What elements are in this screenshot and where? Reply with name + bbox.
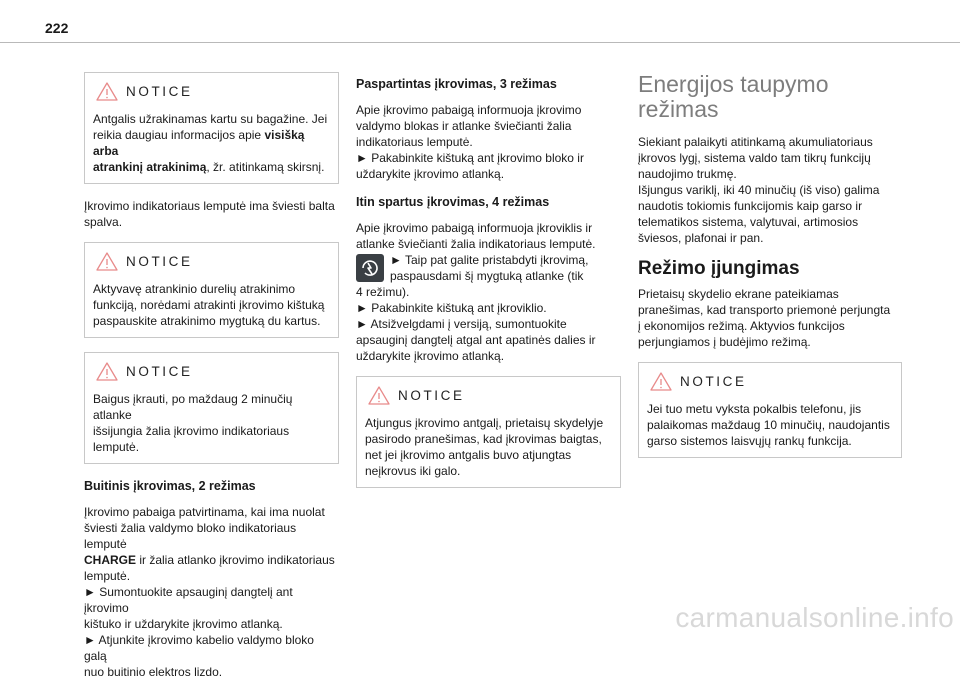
paragraph [638, 134, 902, 246]
notice-title: NOTICE [126, 254, 193, 269]
text-line: 4 režimu). [356, 285, 410, 299]
warning-icon [96, 82, 118, 101]
notice-text [93, 111, 330, 175]
text-line: Prietaisų skydelio ekrane pateikiamas [638, 287, 839, 301]
notice-box [638, 362, 902, 458]
text-line: Išjungus variklį, iki 40 minučių (iš viso) galima [638, 183, 880, 197]
text-line: ► Sumontuokite apsauginį dangtelį ant įkrovimo [84, 585, 293, 615]
text-line: įkrovos lygį, sistema valdo tam tikrų funkcijų [638, 151, 871, 165]
subheading: Buitinis įkrovimas, 2 režimas [84, 479, 256, 493]
text-line: ► Atsižvelgdami į versiją, sumontuokite [356, 317, 567, 331]
paragraph [84, 504, 339, 680]
text-line: pranešimas, kad transporto priemonė perjungta [638, 303, 891, 317]
text-line: paspauskite atrakinimo mygtuką du kartus. [93, 314, 321, 328]
text-line: telematikos sistema, valytuvai, artimosios [638, 215, 859, 229]
text-line: indikatoriaus lemputė. [356, 135, 473, 149]
warning-icon [96, 252, 118, 271]
header-rule [0, 42, 960, 43]
column-right [638, 72, 902, 472]
subheading: Itin spartus įkrovimas, 4 režimas [356, 195, 550, 209]
text-line [93, 159, 330, 175]
subheading: Paspartintas įkrovimas, 3 režimas [356, 77, 557, 91]
text-line: palaikomas maždaug 10 minučių, naudojantis [647, 418, 890, 432]
text-line: valdymo blokas ir atlanke šviečianti žalia [356, 119, 572, 133]
text-run: reikia daugiau informacijos apie [93, 128, 265, 142]
paragraph [356, 252, 621, 284]
text-line: Aktyvavę atrankinio durelių atrakinimo [93, 282, 296, 296]
notice-title: NOTICE [126, 364, 193, 379]
text-line: neįkrovus iki galo. [365, 464, 461, 478]
bold-run: visišką arba [93, 128, 305, 158]
text-line: uždarykite įkrovimo atlanką. [356, 167, 505, 181]
heading-line: Energijos taupymo [638, 71, 829, 97]
notice-title: NOTICE [680, 374, 747, 389]
text-line: naudojimo trukmę. [638, 167, 737, 181]
text-line: ► Pakabinkite kištuką ant įkroviklio. [356, 301, 547, 315]
text-line: Įkrovimo pabaiga patvirtinama, kai ima nuolat [84, 505, 325, 519]
bold-run: atrankinį atrakinimą [93, 160, 207, 174]
text-line: Atjungus įkrovimo antgalį, prietaisų skydelyje [365, 416, 604, 430]
text-line: Jei tuo metu vyksta pokalbis telefonu, jis [647, 402, 862, 416]
subsection-heading: Režimo įjungimas [638, 258, 800, 279]
column-left [84, 72, 339, 680]
text-line: Baigus įkrauti, po maždaug 2 minučių atlanke [93, 392, 293, 422]
text-line [93, 127, 330, 159]
column-middle [356, 76, 621, 502]
heading-line: režimas [638, 96, 719, 122]
paragraph [84, 198, 339, 230]
notice-text [365, 415, 612, 479]
notice-header [647, 372, 893, 391]
text-line: lemputė. [93, 440, 140, 454]
section-heading [638, 72, 902, 122]
notice-box [84, 352, 339, 464]
paragraph [356, 220, 621, 252]
text-line: nuo buitinio elektros lizdo. [84, 665, 223, 679]
text-line: Apie įkrovimo pabaigą informuoja įkrovimo [356, 103, 582, 117]
notice-box [84, 242, 339, 338]
text-line: šviesos, plafonai ir pan. [638, 231, 764, 245]
text-line: Įkrovimo indikatoriaus lemputė ima šviesti balta [84, 199, 335, 213]
paragraph [356, 102, 621, 182]
text-line: kištuko ir uždarykite įkrovimo atlanką. [84, 617, 283, 631]
text-line: pasirodo pranešimas, kad įkrovimas baigtas, [365, 432, 602, 446]
text-line: naudotis tokiomis funkcijomis kaip garso ir [638, 199, 863, 213]
charge-pause-button-icon [356, 254, 384, 282]
text-line: lemputė. [84, 569, 131, 583]
text-line: šviesti žalia valdymo bloko indikatoriaus lemputė [84, 521, 297, 551]
text-line: net jei įkrovimo antgalis buvo atjungtas [365, 448, 572, 462]
text-line: ► Taip pat galite pristabdyti įkrovimą, [390, 253, 589, 267]
text-line: ► Pakabinkite kištuką ant įkrovimo bloko ir [356, 151, 584, 165]
page-number: 222 [45, 20, 69, 36]
warning-icon [368, 386, 390, 405]
text-line: apsauginį dangtelį atgal ant apatinės dalies ir [356, 333, 596, 347]
notice-title: NOTICE [398, 388, 465, 403]
notice-text [93, 281, 330, 329]
notice-box [356, 376, 621, 488]
inline-icon-paragraph [356, 252, 621, 284]
text-run: , žr. atitinkamą skirsnį. [206, 160, 325, 174]
paragraph [638, 286, 902, 350]
bold-run: CHARGE [84, 553, 137, 567]
warning-icon [650, 372, 672, 391]
notice-header [93, 252, 330, 271]
notice-text [93, 391, 330, 455]
text-line: atlanke šviečianti žalia indikatoriaus lemputė. [356, 237, 596, 251]
text-run: ir žalia atlanko įkrovimo indikatoriaus [136, 553, 335, 567]
text-run: Antgalis užrakinamas kartu su bagažine. Jei [93, 112, 328, 126]
text-line: Apie įkrovimo pabaigą informuoja įkroviklis ir [356, 221, 593, 235]
paragraph [356, 284, 621, 364]
text-line: ► Atjunkite įkrovimo kabelio valdymo bloko galą [84, 633, 314, 663]
text-line: funkciją, norėdami atrakinti įkrovimo kištuką [93, 298, 325, 312]
notice-header [93, 82, 330, 101]
text-line: išsijungia žalia įkrovimo indikatoriaus [93, 424, 290, 438]
text-line: perjungiamos į budėjimo režimą. [638, 335, 811, 349]
text-line: spalva. [84, 215, 123, 229]
text-line: Siekiant palaikyti atitinkamą akumuliatoriaus [638, 135, 873, 149]
warning-icon [96, 362, 118, 381]
text-line [84, 552, 339, 568]
notice-title: NOTICE [126, 84, 193, 99]
text-line: garso sistemos laisvųjų rankų funkcija. [647, 434, 852, 448]
notice-text [647, 401, 893, 449]
watermark: carmanualsonline.info [675, 602, 954, 633]
text-line [93, 111, 330, 127]
text-line: paspausdami šį mygtuką atlanke (tik [390, 269, 584, 283]
text-line: į ekonomijos režimą. Aktyvios funkcijos [638, 319, 845, 333]
notice-header [93, 362, 330, 381]
notice-box [84, 72, 339, 184]
text-line: uždarykite įkrovimo atlanką. [356, 349, 505, 363]
notice-header [365, 386, 612, 405]
